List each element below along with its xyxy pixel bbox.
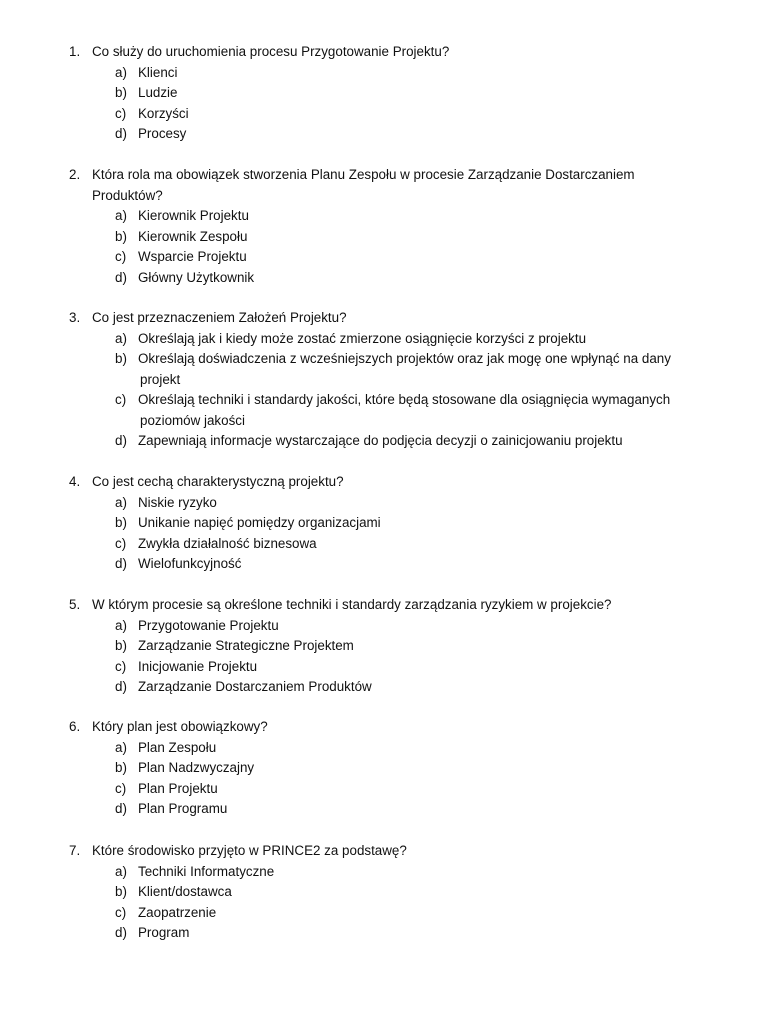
answer-letter: d) — [115, 433, 127, 448]
answer-letter: d) — [115, 269, 127, 285]
answer-option — [0, 882, 768, 903]
answer-text: Określają jak i kiedy może zostać zmierzone osiągnięcie korzyści z projektu — [138, 330, 587, 346]
answer-letter: c) — [115, 904, 127, 920]
answer-option — [0, 329, 768, 350]
question-text: Co jest cechą charakterystyczną projektu? — [92, 474, 344, 489]
answer-letter: a) — [115, 739, 127, 755]
answer-letter: d) — [115, 925, 127, 940]
answer-option — [0, 227, 768, 248]
answer-option — [0, 677, 768, 698]
answer-option — [0, 349, 768, 370]
answer-letter: c) — [115, 780, 127, 796]
question-line — [0, 165, 768, 186]
answer-letter: c) — [115, 658, 127, 674]
question-number: 7. — [69, 843, 81, 858]
answer-text: Klienci — [138, 64, 178, 80]
question-5 — [0, 595, 768, 698]
answer-letter: c) — [115, 105, 127, 121]
answer-letter: b) — [115, 228, 127, 244]
question-text: Co jest przeznaczeniem Założeń Projektu? — [92, 310, 347, 325]
question-number: 5. — [69, 597, 81, 612]
answer-option — [0, 636, 768, 657]
answer-letter: d) — [115, 801, 127, 816]
answer-text: poziomów jakości — [140, 412, 245, 428]
question-text: Produktów? — [92, 187, 163, 203]
answer-text: Procesy — [138, 126, 187, 141]
answer-text: Zapewniają informacje wystarczające do podjęcia decyzji o zainicjowaniu projektu — [138, 433, 623, 448]
question-text: Który plan jest obowiązkowy? — [92, 719, 268, 734]
question-6 — [0, 717, 768, 820]
answer-text: Ludzie — [138, 85, 178, 100]
answer-letter: b) — [115, 884, 127, 899]
answer-option — [0, 862, 768, 883]
question-line — [0, 472, 768, 493]
answer-option — [0, 758, 768, 779]
question-7 — [0, 841, 768, 944]
answer-letter: c) — [115, 249, 127, 264]
answer-option — [0, 779, 768, 800]
answer-letter: a) — [115, 494, 127, 510]
answer-letter: c) — [115, 535, 127, 551]
answer-option — [0, 513, 768, 534]
answer-letter: d) — [115, 556, 127, 571]
question-number: 1. — [69, 44, 81, 59]
answer-option — [0, 247, 768, 268]
answer-text: Zarządzanie Dostarczaniem Produktów — [138, 679, 372, 694]
answer-text: Klient/dostawca — [138, 884, 232, 899]
answer-text: Plan Nadzwyczajny — [138, 760, 255, 775]
answer-text: Przygotowanie Projektu — [138, 617, 279, 633]
answer-text: Główny Użytkownik — [138, 269, 255, 285]
answer-text: Wielofunkcyjność — [138, 556, 242, 571]
answer-option — [0, 657, 768, 678]
answer-option — [0, 83, 768, 104]
answer-option — [0, 63, 768, 84]
answer-option — [0, 799, 768, 820]
answer-text: Unikanie napięć pomiędzy organizacjami — [138, 515, 381, 530]
answer-letter: b) — [115, 760, 127, 775]
answer-text: Plan Zespołu — [138, 739, 217, 755]
answer-option — [0, 903, 768, 924]
answer-text: Plan Projektu — [138, 780, 218, 796]
question-line — [0, 595, 768, 616]
answer-text: Korzyści — [138, 105, 189, 121]
answer-text: Kierownik Projektu — [138, 208, 249, 223]
answer-letter: a) — [115, 863, 127, 879]
answer-option-continued — [0, 411, 768, 432]
question-text: Co służy do uruchomienia procesu Przygotowanie Projektu? — [92, 44, 450, 59]
answer-option — [0, 554, 768, 575]
answer-text: Określają doświadczenia z wcześniejszych projektów oraz jak mogę one wpłynąć na dany — [138, 351, 671, 366]
answer-letter: a) — [115, 64, 127, 80]
answer-option — [0, 104, 768, 125]
answer-option — [0, 124, 768, 145]
answer-option — [0, 534, 768, 555]
answer-text: Inicjowanie Projektu — [138, 658, 258, 674]
question-text: W którym procesie są określone techniki i standardy zarządzania ryzykiem w projekcie? — [92, 597, 612, 612]
question-line — [0, 717, 768, 738]
question-text: Które środowisko przyjęto w PRINCE2 za podstawę? — [92, 843, 407, 858]
answer-letter: d) — [115, 679, 127, 694]
question-2 — [0, 165, 768, 288]
answer-letter: a) — [115, 330, 127, 346]
question-number: 2. — [69, 167, 81, 182]
answer-letter: b) — [115, 85, 127, 100]
question-3 — [0, 308, 768, 452]
question-1 — [0, 42, 768, 145]
answer-text: Techniki Informatyczne — [138, 863, 275, 879]
answer-letter: b) — [115, 638, 127, 653]
question-line — [0, 42, 768, 63]
answer-letter: c) — [115, 392, 127, 407]
answer-option — [0, 493, 768, 514]
answer-letter: b) — [115, 515, 127, 530]
question-4 — [0, 472, 768, 575]
answer-text: Zaopatrzenie — [138, 904, 217, 920]
answer-letter: a) — [115, 208, 127, 223]
answer-option — [0, 738, 768, 759]
answer-text: Zarządzanie Strategiczne Projektem — [138, 638, 354, 653]
answer-option — [0, 390, 768, 411]
question-number: 6. — [69, 719, 81, 734]
answer-text: Program — [138, 925, 190, 940]
answer-text: Kierownik Zespołu — [138, 228, 248, 244]
question-number: 4. — [69, 474, 81, 489]
answer-option-continued — [0, 370, 768, 391]
answer-letter: a) — [115, 617, 127, 633]
answer-letter: b) — [115, 351, 127, 366]
answer-option — [0, 268, 768, 289]
question-number: 3. — [69, 310, 81, 325]
answer-option — [0, 206, 768, 227]
answer-text: Plan Programu — [138, 801, 228, 816]
answer-text: Niskie ryzyko — [138, 494, 217, 510]
answer-text: Wsparcie Projektu — [138, 249, 247, 264]
question-line-continued — [0, 186, 768, 207]
answer-text: projekt — [140, 371, 181, 387]
answer-letter: d) — [115, 126, 127, 141]
answer-option — [0, 923, 768, 944]
answer-option — [0, 616, 768, 637]
question-line — [0, 308, 768, 329]
question-text: Która rola ma obowiązek stworzenia Planu Zespołu w procesie Zarządzanie Dostarczaniem — [92, 167, 635, 182]
answer-text: Zwykła działalność biznesowa — [138, 535, 317, 551]
answer-option — [0, 431, 768, 452]
answer-text: Określają techniki i standardy jakości, które będą stosowane dla osiągnięcia wymaganych — [138, 392, 671, 407]
question-line — [0, 841, 768, 862]
